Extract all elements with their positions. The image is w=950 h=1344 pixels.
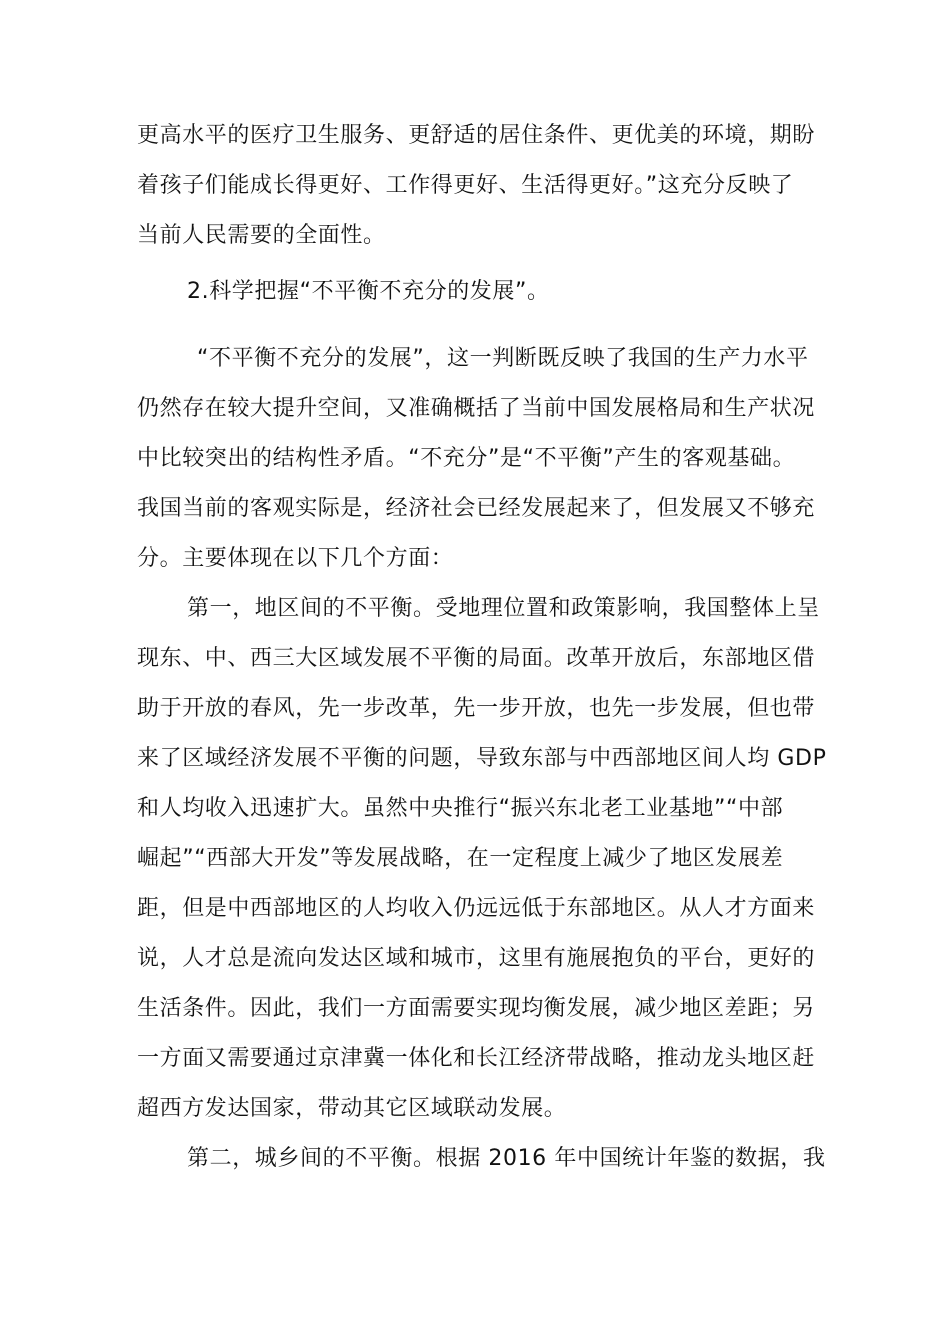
text-line: 第二，城乡间的不平衡。根据 2016 年中国统计年鉴的数据，我: [187, 1146, 826, 1171]
text-line: 中比较突出的结构性矛盾。“不充分”是“不平衡”产生的客观基础。: [137, 446, 796, 471]
text-line: 助于开放的春风，先一步改革，先一步开放，也先一步发展，但也带: [137, 696, 816, 721]
text-line: 距，但是中西部地区的人均收入仍远远低于东部地区。从人才方面来: [137, 896, 816, 921]
section-heading: 2.科学把握“不平衡不充分的发展”。: [187, 279, 550, 304]
text-line: 和人均收入迅速扩大。虽然中央推行“振兴东北老工业基地”“中部: [137, 796, 784, 821]
text-line: 现东、中、西三大区域发展不平衡的局面。改革开放后，东部地区借: [137, 646, 816, 671]
text-line: “不平衡不充分的发展”，这一判断既反映了我国的生产力水平: [197, 346, 809, 371]
text-line: 当前人民需要的全面性。: [137, 223, 386, 248]
text-line: 一方面又需要通过京津冀一体化和长江经济带战略，推动龙头地区赶: [137, 1046, 816, 1071]
text-line: 超西方发达国家，带动其它区域联动发展。: [137, 1096, 567, 1121]
text-line: 崛起”“西部大开发”等发展战略，在一定程度上减少了地区发展差: [137, 846, 784, 871]
text-line: 更高水平的医疗卫生服务、更舒适的居住条件、更优美的环境，期盼: [137, 123, 816, 148]
text-line: 生活条件。因此，我们一方面需要实现均衡发展，减少地区差距；另: [137, 996, 816, 1021]
text-line: 分。主要体现在以下几个方面：: [137, 546, 454, 571]
text-line: 来了区域经济发展不平衡的问题，导致东部与中西部地区间人均 GDP: [137, 746, 827, 771]
text-line: 我国当前的客观实际是，经济社会已经发展起来了，但发展又不够充: [137, 496, 816, 521]
text-line: 第一，地区间的不平衡。受地理位置和政策影响，我国整体上呈: [187, 596, 820, 621]
text-line: 说，人才总是流向发达区域和城市，这里有施展抱负的平台，更好的: [137, 946, 816, 971]
text-line: 着孩子们能成长得更好、工作得更好、生活得更好。”这充分反映了: [137, 173, 794, 198]
text-line: 仍然存在较大提升空间，又准确概括了当前中国发展格局和生产状况: [137, 396, 816, 421]
